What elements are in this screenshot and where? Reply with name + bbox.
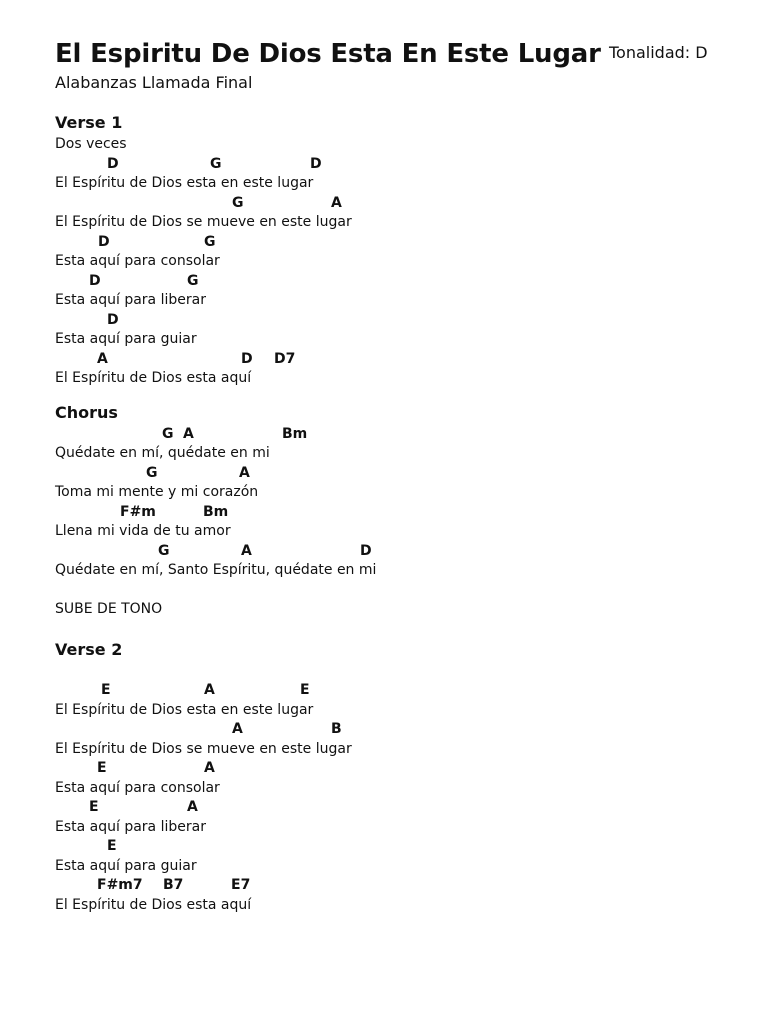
lyric-line: Toma mi mente y mi corazón <box>55 484 259 500</box>
chord: G <box>162 425 174 442</box>
chord-line <box>55 876 735 896</box>
chord: E <box>97 760 107 776</box>
lyric-line: El Espíritu de Dios se mueve en este lugar <box>55 214 352 230</box>
chord-line <box>55 233 735 253</box>
chord: B <box>331 721 342 737</box>
chord: G <box>210 155 222 172</box>
chord: B7 <box>163 877 184 893</box>
chord: A <box>183 425 194 442</box>
lyric-line: Quédate en mí, quédate en mi <box>55 445 270 461</box>
chord-line <box>55 425 735 445</box>
section-title: Verse 2 <box>55 639 123 659</box>
chord-line <box>55 681 735 701</box>
chord: A <box>331 194 342 211</box>
chord: G <box>204 233 216 250</box>
chord: A <box>204 682 215 698</box>
chord: F#m <box>120 503 156 520</box>
performance-note: SUBE DE TONO <box>55 601 163 617</box>
lyric-line: El Espíritu de Dios esta aquí <box>55 370 252 386</box>
chord: Bm <box>203 503 229 520</box>
chord: D <box>241 350 253 367</box>
chord: F#m7 <box>97 877 143 893</box>
chord: G <box>158 542 170 559</box>
chord: E <box>300 682 310 698</box>
lyric-line: Esta aquí para liberar <box>55 818 206 835</box>
chord-line <box>55 759 735 779</box>
chord: Bm <box>282 425 308 442</box>
chord: D <box>98 233 110 250</box>
song-sections <box>55 113 735 915</box>
section-title: Verse 1 <box>55 113 123 132</box>
lyric-line: El Espíritu de Dios se mueve en este lugar <box>55 740 352 757</box>
lyric-line: Esta aquí para consolar <box>55 253 220 269</box>
chord-line <box>55 194 735 214</box>
song-section <box>55 113 735 389</box>
chord-line <box>55 350 735 370</box>
chord: E <box>107 838 117 854</box>
chord: D <box>89 272 101 289</box>
chord-line <box>55 837 735 857</box>
chord: D <box>310 155 322 172</box>
chord: A <box>239 464 250 481</box>
lyric-line: Quédate en mí, Santo Espíritu, quédate en mi <box>55 562 377 578</box>
chord-line <box>55 798 735 818</box>
chord: A <box>204 760 215 776</box>
song-section <box>55 640 735 916</box>
song-sheet <box>55 38 735 915</box>
chord-line <box>55 272 735 292</box>
key-label: Tonalidad: D <box>609 43 708 62</box>
lyric-line: Esta aquí para guiar <box>55 857 197 874</box>
chord: D <box>107 155 119 172</box>
chord-line <box>55 155 735 175</box>
chord: A <box>232 721 243 737</box>
chord: E7 <box>231 877 251 893</box>
blank-line <box>55 662 735 682</box>
song-section <box>55 403 735 620</box>
chord-line <box>55 542 735 562</box>
chord-line <box>55 464 735 484</box>
section-note: Dos veces <box>55 136 127 152</box>
lyric-line: El Espíritu de Dios esta en este lugar <box>55 701 314 718</box>
chord-line <box>55 311 735 331</box>
lyric-line: Esta aquí para consolar <box>55 779 220 796</box>
song-title: El Espiritu De Dios Esta En Este Lugar <box>55 39 601 69</box>
lyric-line: Esta aquí para liberar <box>55 292 206 308</box>
lyric-line: El Espíritu de Dios esta aquí <box>55 896 252 913</box>
section-title: Chorus <box>55 402 118 422</box>
chord-line <box>55 503 735 523</box>
song-artist: Alabanzas Llamada Final <box>55 73 253 92</box>
chord: A <box>97 350 108 367</box>
chord-line <box>55 720 735 740</box>
blank-line <box>55 581 735 601</box>
chord: G <box>187 272 199 289</box>
chord: G <box>232 194 244 211</box>
chord: A <box>187 799 198 815</box>
chord: A <box>241 542 252 559</box>
lyric-line: Esta aquí para guiar <box>55 331 197 347</box>
chord: D <box>107 311 119 328</box>
lyric-line: Llena mi vida de tu amor <box>55 523 231 539</box>
chord: E <box>89 799 99 815</box>
chord: D7 <box>274 350 296 367</box>
chord: D <box>360 542 372 559</box>
lyric-line: El Espíritu de Dios esta en este lugar <box>55 175 314 191</box>
chord: G <box>146 464 158 481</box>
chord: E <box>101 682 111 698</box>
